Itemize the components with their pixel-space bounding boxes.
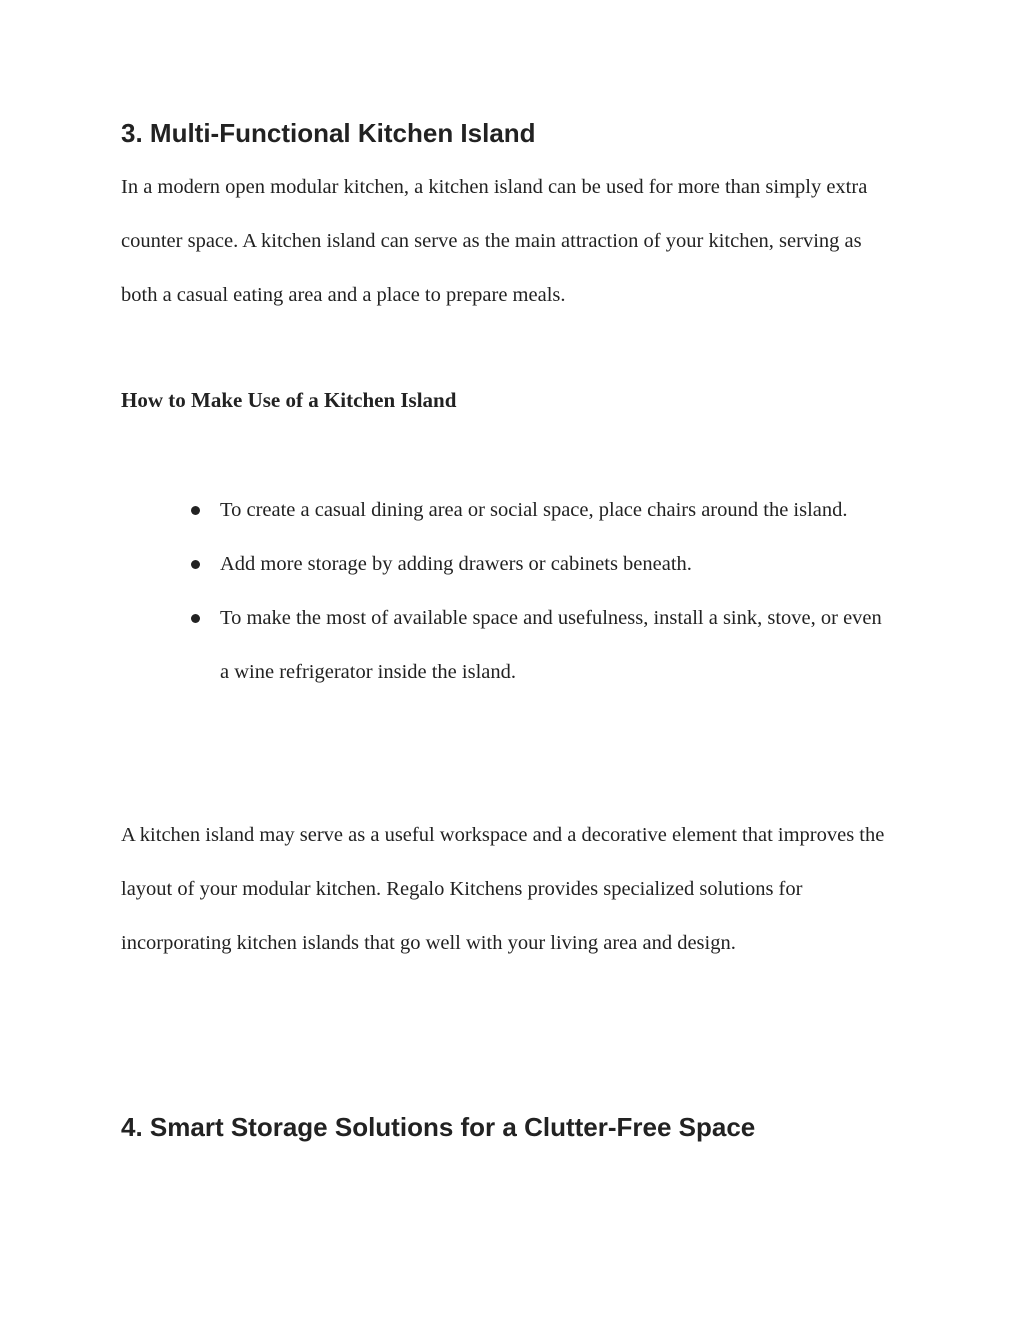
list-item — [187, 591, 887, 699]
kitchen-island-tips-list — [187, 483, 887, 699]
bullet-icon — [191, 560, 200, 569]
section-4-heading: 4. Smart Storage Solutions for a Clutter-Free Space — [121, 1112, 756, 1142]
section-3-closing-paragraph: A kitchen island may serve as a useful workspace and a decorative element that improves the layout of your modular kitchen. Regalo Kitchens provides specialized solutions for incorporating kitchen islands that go well with your living area and design. — [121, 824, 885, 954]
list-item-text: To create a casual dining area or social space, place chairs around the island. — [220, 499, 848, 521]
list-item — [187, 537, 887, 591]
kitchen-island-subheading: How to Make Use of a Kitchen Island — [121, 388, 457, 412]
section-3-heading: 3. Multi-Functional Kitchen Island — [121, 118, 536, 148]
list-item-text: Add more storage by adding drawers or cabinets beneath. — [220, 553, 692, 575]
section-3-intro-paragraph: In a modern open modular kitchen, a kitchen island can be used for more than simply extra counter space. A kitchen island can serve as the main attraction of your kitchen, serving as both a casual eating area and a place to prepare meals. — [121, 176, 868, 306]
list-item — [187, 483, 887, 537]
list-item-text: To make the most of available space and usefulness, install a sink, stove, or even a wine refrigerator inside the island. — [220, 607, 882, 683]
bullet-icon — [191, 506, 200, 515]
bullet-icon — [191, 614, 200, 623]
